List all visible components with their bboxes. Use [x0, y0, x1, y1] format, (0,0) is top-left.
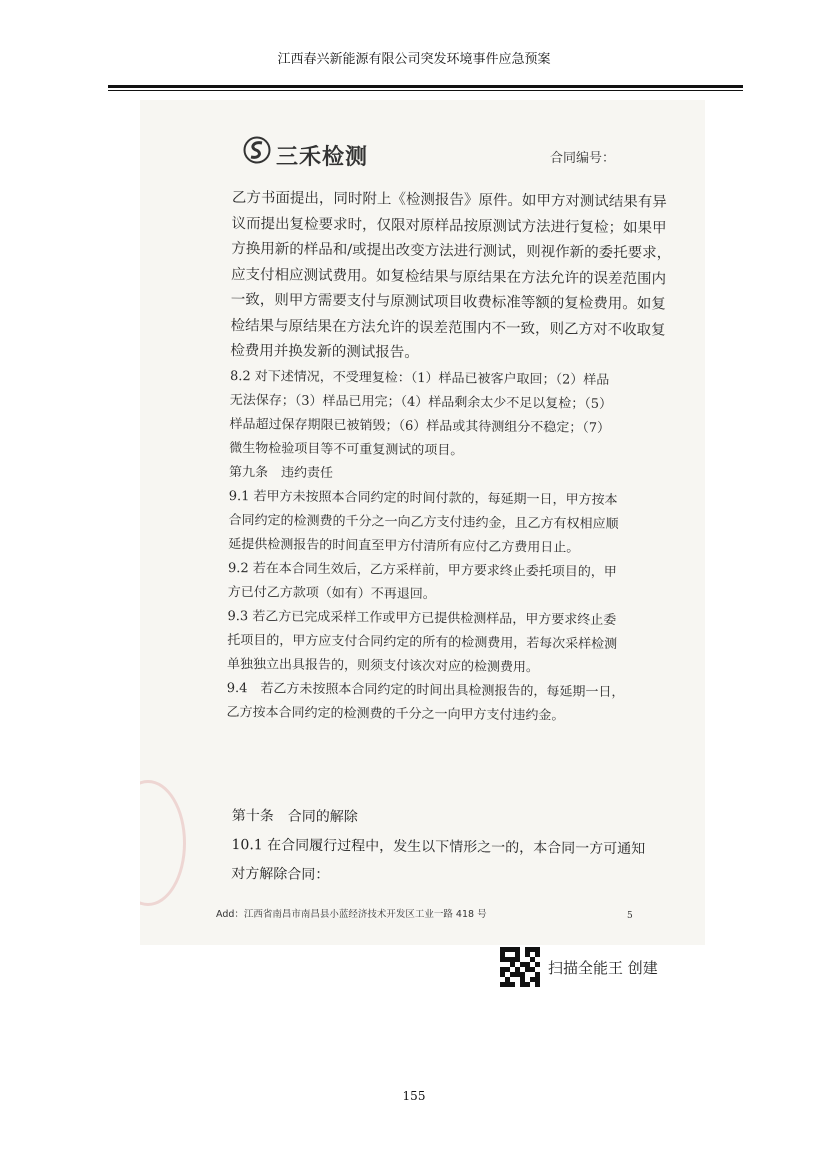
- text-line: 乙方按本合同约定的检测费的千分之一向甲方支付违约金。: [226, 704, 565, 724]
- text-line: 延提供检测报告的时间直至甲方付清所有应付乙方费用日止。: [228, 536, 580, 556]
- logo-text: 三禾检测: [276, 145, 369, 170]
- contract-number-label: 合同编号：: [550, 151, 616, 166]
- scan-page-mark: 5: [627, 911, 633, 921]
- text-line: 样品超过保存期限已被销毁；（6）样品或其待测组分不稳定；（7）: [229, 416, 611, 436]
- camscanner-watermark: [500, 947, 658, 987]
- text-line: 检结果与原结果在方法允许的误差范围内不一致，则乙方对不收取复: [230, 317, 666, 339]
- company-logo-icon: [243, 136, 271, 164]
- seal-stamp: [140, 780, 186, 906]
- text-line: 乙方书面提出，同时附上《检测报告》原件。如甲方对测试结果有异: [231, 189, 667, 211]
- text-line: 微生物检验项目等不可重复测试的项目。: [229, 440, 464, 458]
- text-line: 方换用新的样品和/或提出改变方法进行测试，则视作新的委托要求，: [231, 240, 672, 262]
- camscanner-text: 扫描全能王 创建: [548, 958, 658, 977]
- text-line: 方已付乙方款项（如有）不再退回。: [227, 584, 436, 602]
- section-heading: 第十条 合同的解除: [231, 807, 358, 826]
- text-line: 8.2 对下述情况，不受理复检：（1）样品已被客户取回；（2）样品: [229, 368, 610, 388]
- section-10: [231, 802, 690, 894]
- header-rule-thin: [108, 90, 743, 91]
- text-line: 议而提出复检要求时，仅限对原样品按原测试方法进行复检；如果甲: [231, 215, 667, 237]
- text-line: 10.1 在合同履行过程中，发生以下情形之一的，本合同一方可通知: [231, 836, 646, 858]
- text-line: 一致，则甲方需要支付与原测试项目收费标准等额的复检费用。如复: [230, 291, 666, 313]
- text-line: 托项目的，甲方应支付合同约定的所有的检测费用，若每次采样检测: [227, 632, 618, 652]
- text-line: 9.3 若乙方已完成采样工作或甲方已提供检测样品，甲方要求终止委: [227, 608, 617, 628]
- text-line: 检费用并换发新的测试报告。: [230, 342, 419, 361]
- text-line: 对方解除合同：: [231, 865, 330, 884]
- text-line: 9.4 若乙方未按照本合同约定的时间出具检测报告的，每延期一日，: [226, 680, 625, 700]
- section-heading: 第九条 违约责任: [228, 464, 334, 481]
- company-address: Add：江西省南昌市南昌县小蓝经济技术开发区工业一路 418 号: [216, 909, 487, 920]
- text-line: 9.2 若在本合同生效后，乙方采样前，甲方要求终止委托项目的，甲: [227, 560, 617, 580]
- text-line: 9.1 若甲方未按照本合同约定的时间付款的，每延期一日，甲方按本: [228, 488, 618, 508]
- contract-body: [226, 186, 690, 729]
- text-line: 应支付相应测试费用。如复检结果与原结果在方法允许的误差范围内: [230, 266, 667, 288]
- page-number: 155: [402, 1089, 426, 1103]
- text-line: 无法保存；（3）样品已用完；（4）样品剩余太少不足以复检；（5）: [229, 392, 613, 412]
- text-line: 合同约定的检测费的千分之一向乙方支付违约金，且乙方有权相应顺: [228, 512, 619, 532]
- text-line: 单独独立出具报告的，则须支付该次对应的检测费用。: [226, 656, 540, 675]
- qr-code-icon: [500, 947, 540, 987]
- scanned-page: [140, 100, 705, 945]
- document-header: 江西春兴新能源有限公司突发环境事件应急预案: [277, 52, 551, 67]
- header-rule-thick: [108, 85, 743, 88]
